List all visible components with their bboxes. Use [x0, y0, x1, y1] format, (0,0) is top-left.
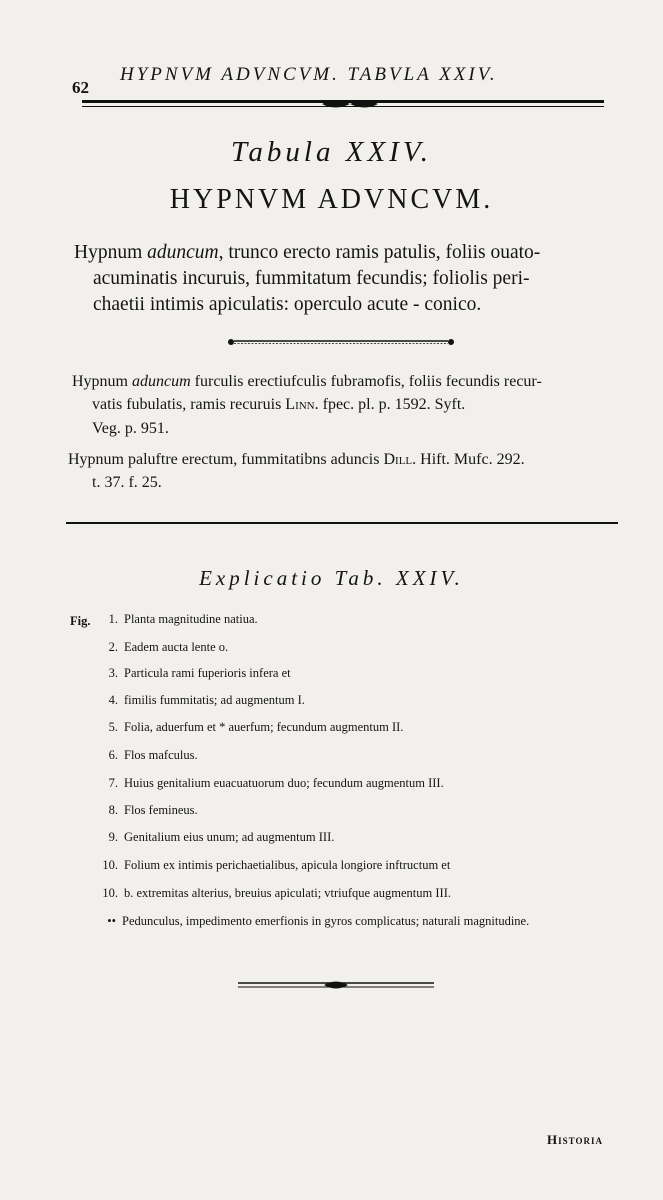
- figure-item: [96, 612, 258, 627]
- species-title: HYPNVM ADVNCVM.: [169, 184, 494, 215]
- synonym-line: Veg. p. 951.: [92, 420, 169, 437]
- figure-number: ••: [107, 914, 116, 928]
- author-abbreviation: Dill.: [383, 451, 417, 468]
- plate-title: Tabula XXIV.: [230, 136, 433, 168]
- author-abbreviation: Linn.: [285, 396, 319, 413]
- figure-item: [96, 748, 198, 763]
- figure-number: 1.: [108, 612, 118, 626]
- figure-item: [96, 830, 334, 845]
- figure-text: Flos mafculus.: [124, 748, 198, 762]
- figure-item: [94, 914, 529, 929]
- figure-item: [96, 776, 444, 791]
- figure-number: 7.: [108, 776, 118, 790]
- figure-number: 6.: [108, 748, 118, 762]
- synonym-line: Hypnum paluftre erectum, fummitatibns aduncis Dill. Hift. Mufc. 292.: [68, 451, 525, 468]
- figure-number: 8.: [108, 803, 118, 817]
- ornamental-divider: [226, 336, 456, 348]
- figure-text: Flos femineus.: [124, 803, 198, 817]
- figure-text: Pedunculus, impedimento emerfionis in gyros complicatus; naturali magnitudine.: [122, 914, 530, 928]
- figure-item: [96, 693, 305, 708]
- figure-item: [96, 720, 403, 735]
- figure-text: Folia, aduerfum et * auerfum; fecundum augmentum II.: [124, 720, 404, 734]
- figure-number: 2.: [108, 640, 118, 654]
- ornamental-divider-bottom: [236, 978, 436, 992]
- figure-text: Genitalium eius unum; ad augmentum III.: [124, 830, 335, 844]
- synonym-line: t. 37. f. 25.: [92, 474, 162, 491]
- figure-number: 9.: [108, 830, 118, 844]
- section-rule: [66, 522, 618, 524]
- figure-text: Particula rami fuperioris infera et: [124, 666, 291, 680]
- explicatio-title: Explicatio Tab. XXIV.: [199, 566, 464, 590]
- figure-number: 5.: [108, 720, 118, 734]
- catchword: Historia: [547, 1132, 603, 1147]
- figure-item: [96, 666, 291, 681]
- synonym-line: Hypnum aduncum furculis erectiufculis fubramofis, foliis fecundis recur-: [72, 373, 542, 390]
- figure-text: b. extremitas alterius, breuius apiculati; vtriufque augmentum III.: [124, 886, 451, 900]
- synonym-line: vatis fubulatis, ramis recuruis Linn. fpec. pl. p. 1592. Syft.: [92, 396, 466, 413]
- figure-number: 10.: [102, 886, 118, 900]
- figure-item: [96, 803, 198, 818]
- header-rule-ornament: [320, 97, 380, 111]
- figure-text: Huius genitalium euacuatuorum duo; fecundum augmentum III.: [124, 776, 444, 790]
- figure-text: Planta magnitudine natiua.: [124, 612, 258, 626]
- figure-text: fimilis fummitatis; ad augmentum I.: [124, 693, 305, 707]
- figure-text: Eadem aucta lente o.: [124, 640, 229, 654]
- diagnosis-line: chaetii intimis apiculatis: operculo acute - conico.: [93, 294, 482, 315]
- diagnosis-line: acuminatis incuruis, fummitatum fecundis; foliolis peri-: [93, 268, 530, 289]
- figure-number: 4.: [108, 693, 118, 707]
- page-number: 62: [72, 78, 89, 97]
- figure-number: 10.: [102, 858, 118, 872]
- figure-item: [96, 858, 450, 873]
- figure-number: 3.: [108, 666, 118, 680]
- figure-item: [96, 886, 451, 901]
- fig-label: Fig.: [70, 614, 91, 628]
- figure-text: Folium ex intimis perichaetialibus, apicula longiore inftructum et: [124, 858, 451, 872]
- diagnosis-line: Hypnum aduncum, trunco erecto ramis patulis, foliis ouato-: [74, 242, 541, 263]
- figure-item: [96, 640, 228, 655]
- running-title: HYPNVM ADVNCVM. TABVLA XXIV.: [120, 64, 498, 85]
